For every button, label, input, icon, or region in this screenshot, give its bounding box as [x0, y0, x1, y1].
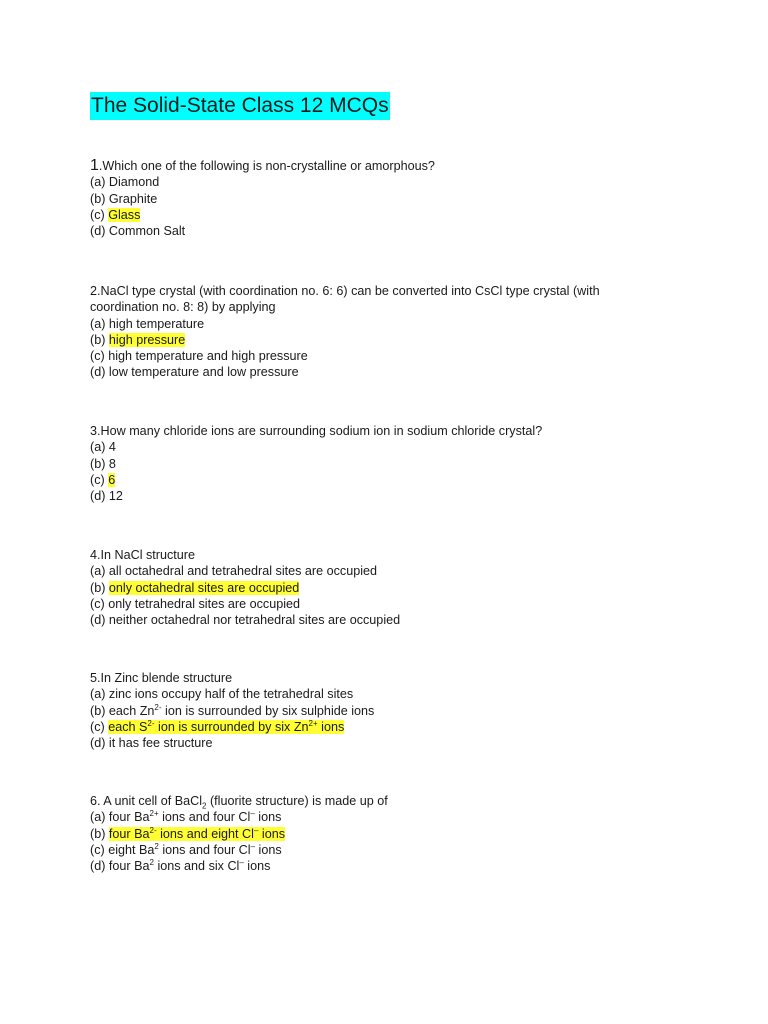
option-a: (a) zinc ions occupy half of the tetrahedral sites [90, 687, 354, 702]
question-1 [90, 158, 680, 239]
question-stem: 1.Which one of the following is non-crystalline or amorphous? [90, 157, 435, 174]
option-a: (a) Diamond [90, 175, 160, 190]
option-c: (c) eight Ba$^2$ ions and four Cl– ions [90, 841, 282, 857]
question-stem: 5.In Zinc blende structure [90, 671, 233, 685]
question-stem: 3.How many chloride ions are surrounding sodium ion in sodium chloride crystal? [90, 424, 543, 438]
answer-highlight: four $Ba^{2-}$ ions and eight Cl– ions [108, 825, 286, 841]
option-b: (b) 8 [90, 456, 116, 471]
answer-highlight: 6 [108, 472, 116, 487]
question-stem: 2.NaCl type crystal (with coordination no. 6: 6) can be converted into CsCl type crystal (with [90, 284, 600, 298]
option-d: (d) four Ba$^2$ ions and six Cl– ions [90, 858, 271, 874]
option-a: (a) 4 [90, 440, 116, 455]
question-6 [90, 793, 680, 874]
option-a: (a) four $Ba^{2+}$ ions and four Cl– ions [90, 809, 282, 825]
option-b: (b) Graphite [90, 191, 158, 206]
question-4 [90, 547, 680, 628]
page-title: The Solid-State Class 12 MCQs [90, 92, 390, 120]
option-d: (d) neither octahedral nor tetrahedral sites are occupied [90, 613, 401, 628]
option-a: (a) high temperature [90, 316, 205, 331]
option-d: (d) 12 [90, 489, 123, 504]
option-c: (c) only tetrahedral sites are occupied [90, 596, 301, 611]
question-stem: 4.In NaCl structure [90, 548, 195, 562]
option-d: (d) it has fee structure [90, 736, 213, 751]
option-b: (b) only octahedral sites are occupied [90, 580, 300, 595]
question-stem: 6. A unit cell of BaCl$_2$ (fluorite structure) is made up of [90, 794, 388, 811]
option-c: (c) 6 [90, 472, 116, 487]
option-b: (b) four $Ba^{2-}$ ions and eight Cl– ions [90, 825, 286, 841]
answer-highlight: only octahedral sites are occupied [108, 580, 300, 595]
answer-highlight: each $S^{2-}$ ion is surrounded by six $Zn^{2+}$ ions [108, 718, 345, 734]
question-2 [90, 283, 680, 381]
option-c: (c) high temperature and high pressure [90, 349, 308, 364]
question-3 [90, 423, 680, 504]
option-c: (c) Glass [90, 207, 141, 222]
option-d: (d) Common Salt [90, 224, 186, 239]
question-stem-cont: coordination no. 8: 8) by applying [90, 300, 276, 315]
question-5 [90, 670, 680, 751]
option-c: (c) each $S^{2-}$ ion is surrounded by six $Zn^{2+}$ ions [90, 718, 345, 734]
answer-highlight: Glass [108, 207, 141, 222]
option-d: (d) low temperature and low pressure [90, 365, 299, 380]
question-number: 1 [90, 157, 99, 174]
answer-highlight: high pressure [108, 332, 186, 347]
option-b: (b) high pressure [90, 332, 186, 347]
option-a: (a) all octahedral and tetrahedral sites are occupied [90, 564, 378, 579]
option-b: (b) each $Zn^{2-}$ ion is surrounded by six sulphide ions [90, 702, 375, 718]
